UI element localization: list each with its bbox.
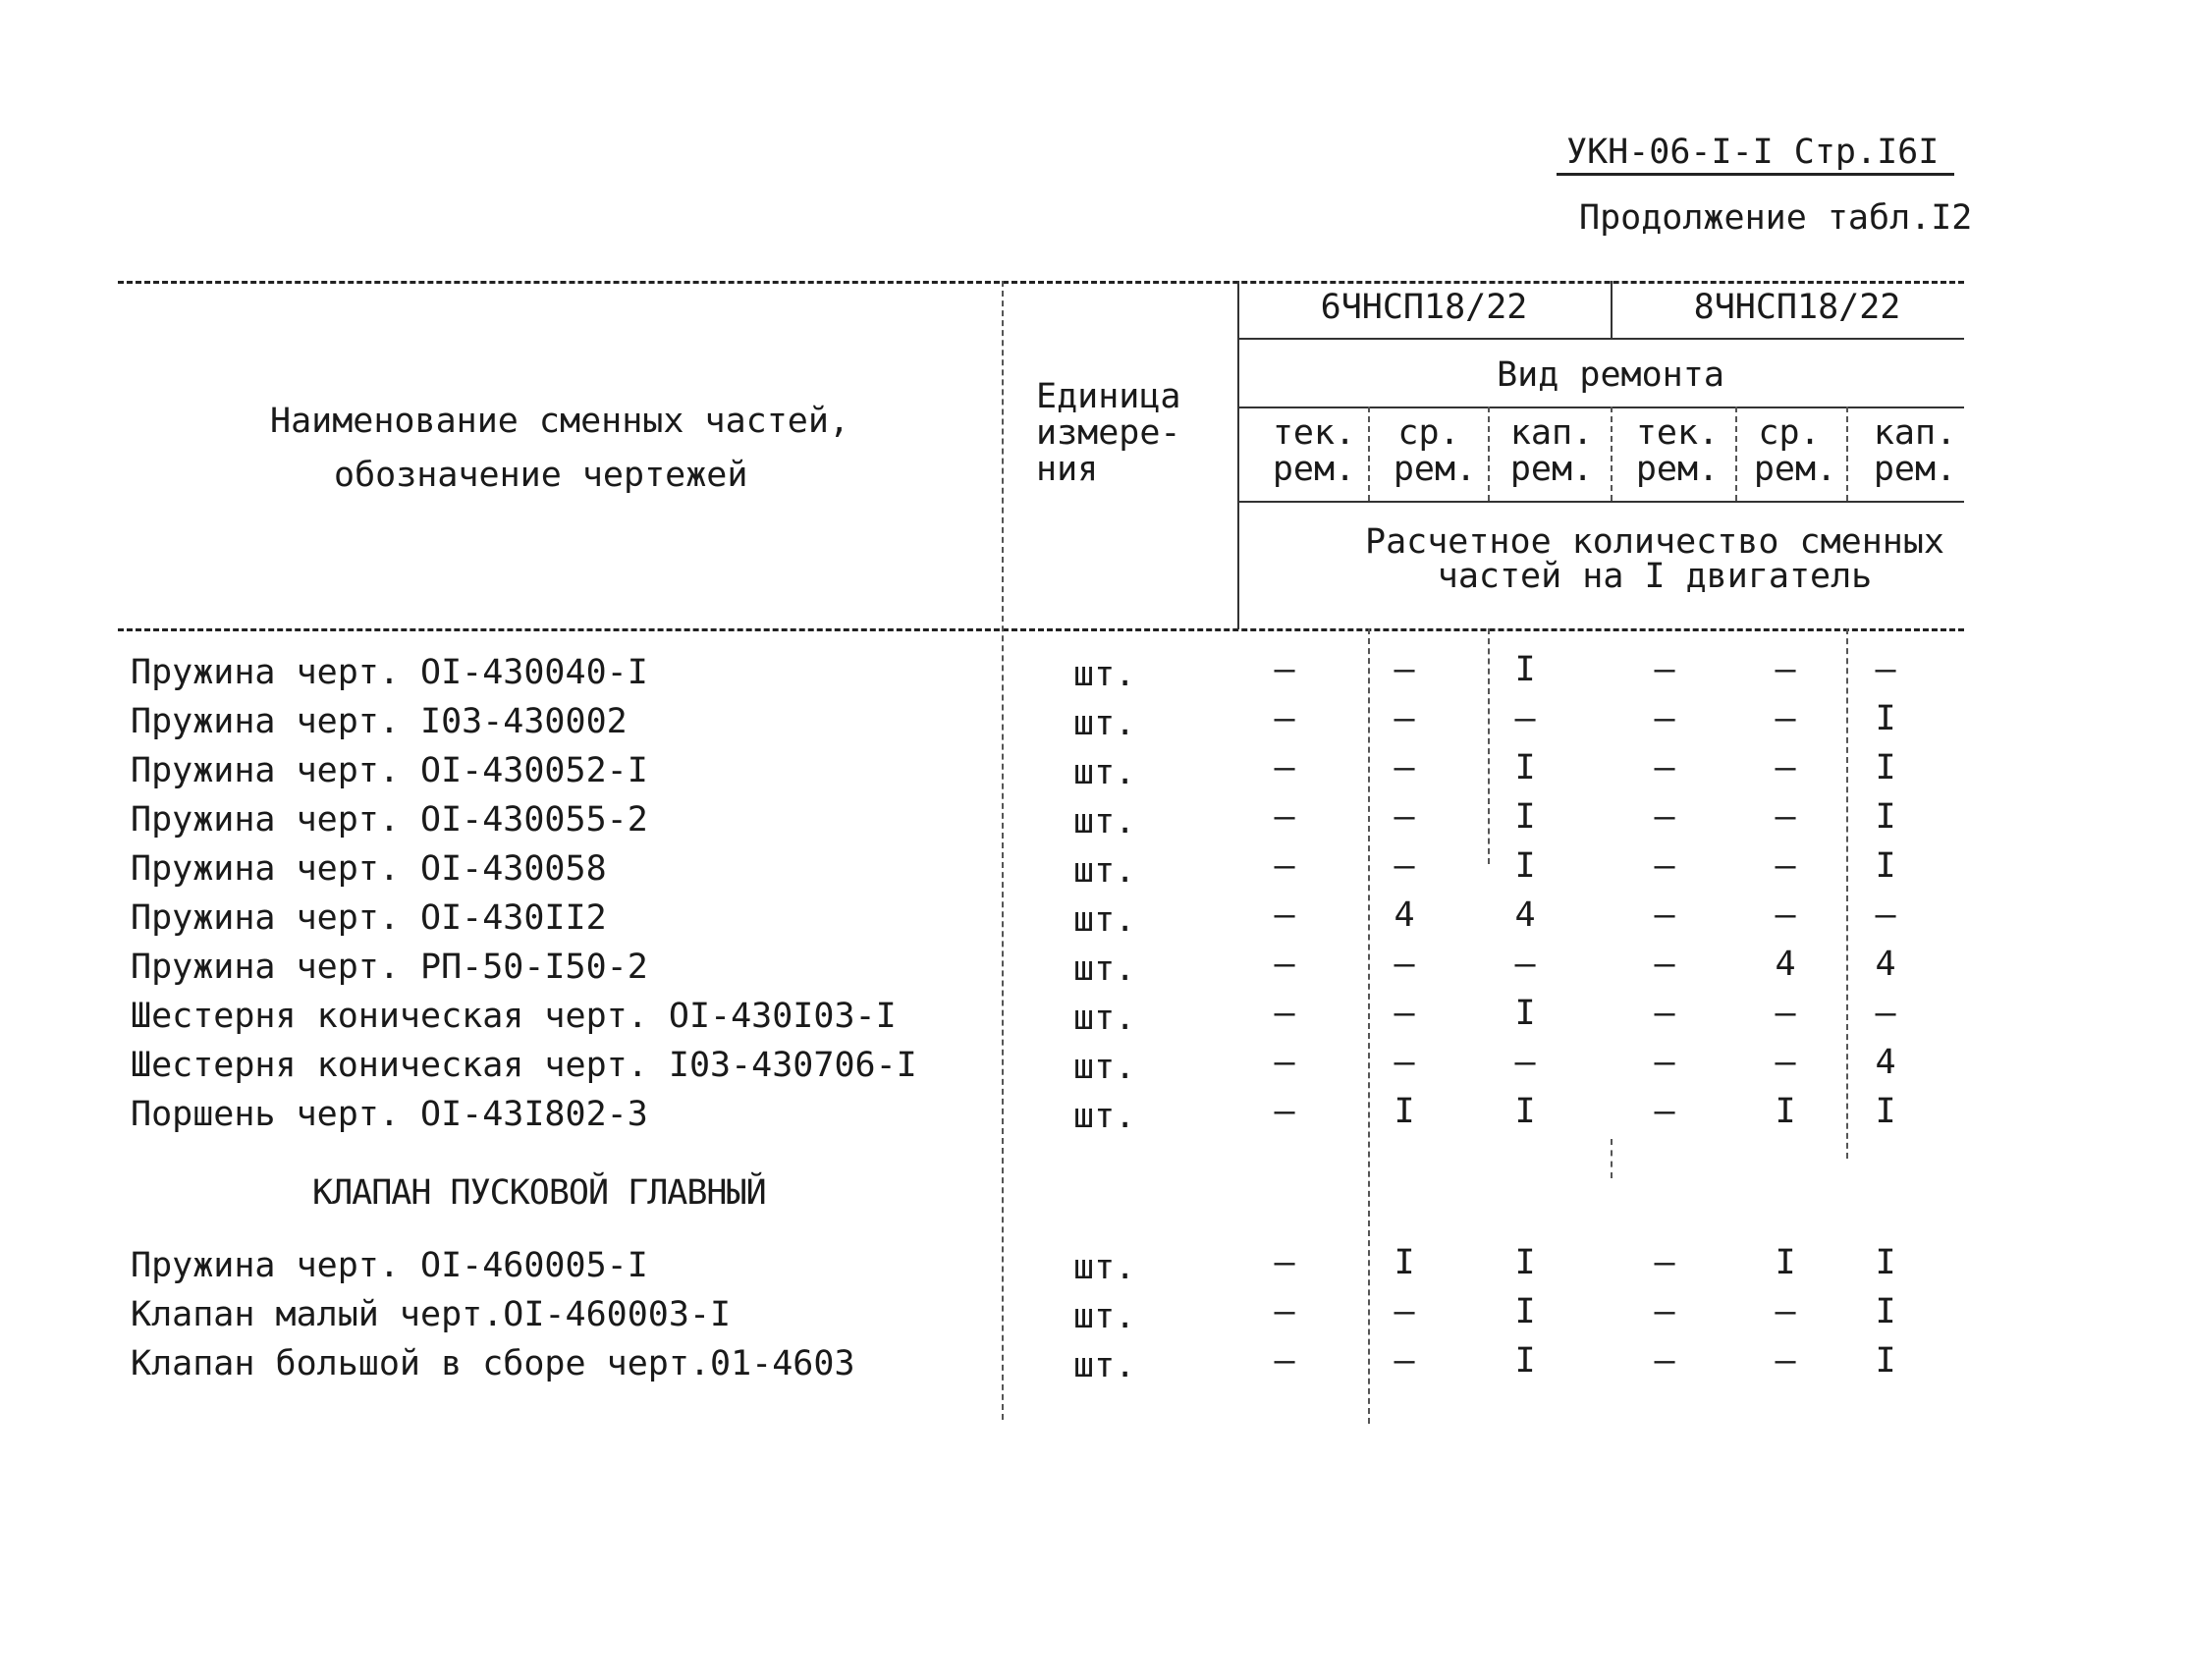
unit-cell: шт. — [1073, 900, 1136, 940]
quantity-cell: – — [1775, 1341, 1796, 1381]
quantity-cell: – — [1654, 895, 1675, 935]
repair-divider-3 — [1611, 406, 1613, 501]
repair-type-header: Вид ремонта — [1497, 355, 1724, 395]
quantity-cell: I — [1394, 1092, 1415, 1131]
quantity-cell: – — [1654, 994, 1675, 1033]
quantity-cell: I — [1875, 1292, 1896, 1331]
section-title: КЛАПАН ПУСКОВОЙ ГЛАВНЫЙ — [312, 1173, 766, 1213]
quantity-cell: I — [1514, 748, 1536, 787]
repair-col-1-b: рем. — [1272, 450, 1356, 489]
body-divider-3 — [1611, 1139, 1613, 1178]
quantity-cell: – — [1394, 846, 1415, 886]
unit-cell: шт. — [1073, 704, 1136, 743]
unit-cell: шт. — [1073, 655, 1136, 694]
unit-cell: шт. — [1073, 999, 1136, 1038]
quantity-header-line1: Расчетное количество сменных — [1364, 522, 1945, 562]
quantity-cell: – — [1394, 945, 1415, 984]
quantity-cell: – — [1654, 846, 1675, 886]
quantity-cell: I — [1394, 1243, 1415, 1282]
repair-col-4-a: тек. — [1635, 413, 1720, 453]
repair-divider-4 — [1735, 406, 1737, 501]
quantity-cell: – — [1875, 650, 1896, 689]
part-name: Пружина черт. РП-50-I50-2 — [131, 948, 648, 987]
unit-cell: шт. — [1073, 1097, 1136, 1136]
quantity-cell: I — [1514, 1243, 1536, 1282]
quantity-cell: – — [1654, 650, 1675, 689]
unit-cell: шт. — [1073, 851, 1136, 891]
repair-col-3-a: кап. — [1509, 413, 1594, 453]
engine-header-6: 6ЧНСП18/22 — [1320, 288, 1528, 327]
table-continuation-label: Продолжение табл.I2 — [1579, 198, 1973, 238]
body-divider-5 — [1846, 628, 1848, 1159]
quantity-cell: – — [1274, 748, 1295, 787]
quantity-cell: – — [1274, 945, 1295, 984]
repair-cols-rule — [1237, 501, 1964, 503]
quantity-cell: – — [1274, 1043, 1295, 1082]
part-name: Пружина черт. OI-460005-I — [131, 1246, 648, 1285]
quantity-cell: – — [1654, 1043, 1675, 1082]
unit-cell: шт. — [1073, 1346, 1136, 1385]
quantity-cell: I — [1514, 1292, 1536, 1331]
quantity-cell: – — [1394, 797, 1415, 837]
quantity-cell: 4 — [1514, 895, 1536, 935]
quantity-cell: – — [1775, 994, 1796, 1033]
document-reference: УКН-06-I-I Стр.I6I — [1566, 133, 1940, 172]
quantity-cell: – — [1775, 1292, 1796, 1331]
quantity-cell: – — [1274, 846, 1295, 886]
unit-cell: шт. — [1073, 802, 1136, 841]
quantity-cell: – — [1654, 1292, 1675, 1331]
quantity-cell: – — [1654, 748, 1675, 787]
quantity-cell: – — [1394, 1341, 1415, 1381]
part-name: Поршень черт. OI-43I802-3 — [131, 1095, 648, 1134]
unit-cell: шт. — [1073, 753, 1136, 792]
repair-col-6-a: кап. — [1873, 413, 1957, 453]
quantity-cell: I — [1775, 1092, 1796, 1131]
quantity-cell: I — [1875, 797, 1896, 837]
part-name: Шестерня коническая черт. I03-430706-I — [131, 1046, 917, 1085]
quantity-cell: 4 — [1875, 1043, 1896, 1082]
quantity-cell: I — [1514, 846, 1536, 886]
repair-col-2-a: ср. — [1397, 413, 1460, 453]
quantity-cell: – — [1274, 1092, 1295, 1131]
table-top-rule — [118, 281, 1964, 284]
quantity-cell: – — [1394, 1292, 1415, 1331]
quantity-cell: – — [1875, 994, 1896, 1033]
repair-col-2-b: рем. — [1393, 450, 1477, 489]
unit-column-header-line2: измере- — [1036, 413, 1181, 453]
quantity-cell: – — [1274, 895, 1295, 935]
quantity-cell: – — [1775, 797, 1796, 837]
quantity-cell: I — [1875, 1243, 1896, 1282]
repair-col-5-b: рем. — [1753, 450, 1837, 489]
quantity-cell: I — [1514, 797, 1536, 837]
quantity-cell: 4 — [1394, 895, 1415, 935]
quantity-cell: I — [1875, 1341, 1896, 1381]
quantity-cell: – — [1274, 994, 1295, 1033]
name-column-header-line1: Наименование сменных частей, — [270, 402, 850, 441]
part-name: Пружина черт. OI-430055-2 — [131, 800, 648, 840]
part-name: Клапан большой в сборе черт.01-4603 — [131, 1344, 855, 1383]
quantity-cell: 4 — [1875, 945, 1896, 984]
repair-col-4-b: рем. — [1635, 450, 1720, 489]
body-divider-1 — [1368, 628, 1370, 1424]
quantity-cell: – — [1274, 699, 1295, 738]
quantity-cell: – — [1394, 699, 1415, 738]
quantity-cell: – — [1394, 994, 1415, 1033]
quantity-cell: – — [1274, 797, 1295, 837]
quantity-cell: – — [1775, 895, 1796, 935]
engine-divider — [1611, 281, 1613, 338]
quantity-cell: I — [1514, 650, 1536, 689]
quantity-cell: I — [1775, 1243, 1796, 1282]
unit-cell: шт. — [1073, 1297, 1136, 1336]
quantity-cell: I — [1875, 748, 1896, 787]
engine-header-rule — [1237, 338, 1964, 340]
unit-column-header-line1: Единица — [1036, 377, 1181, 416]
repair-col-5-a: ср. — [1758, 413, 1821, 453]
quantity-cell: – — [1775, 748, 1796, 787]
part-name: Пружина черт. OI-430II2 — [131, 898, 607, 938]
quantity-cell: – — [1394, 748, 1415, 787]
unit-cell: шт. — [1073, 1248, 1136, 1287]
quantity-cell: – — [1654, 797, 1675, 837]
quantity-cell: – — [1654, 945, 1675, 984]
reference-underline — [1557, 173, 1954, 176]
quantity-cell: – — [1274, 1292, 1295, 1331]
unit-cell: шт. — [1073, 1048, 1136, 1087]
values-col-divider — [1237, 281, 1239, 629]
part-name: Пружина черт. OI-430040-I — [131, 653, 648, 692]
repair-type-rule — [1237, 406, 1964, 408]
part-name: Пружина черт. OI-430052-I — [131, 751, 648, 790]
quantity-cell: – — [1274, 1243, 1295, 1282]
quantity-cell: I — [1875, 1092, 1896, 1131]
quantity-cell: I — [1514, 1341, 1536, 1381]
part-name: Шестерня коническая черт. OI-430I03-I — [131, 997, 897, 1036]
quantity-cell: I — [1514, 1092, 1536, 1131]
quantity-cell: – — [1775, 846, 1796, 886]
quantity-cell: – — [1875, 895, 1896, 935]
part-name: Пружина черт. OI-430058 — [131, 849, 607, 889]
quantity-cell: – — [1274, 1341, 1295, 1381]
unit-column-header-line3: ния — [1036, 450, 1099, 489]
quantity-cell: – — [1775, 650, 1796, 689]
quantity-cell: – — [1775, 699, 1796, 738]
repair-col-6-b: рем. — [1873, 450, 1957, 489]
quantity-cell: – — [1514, 1043, 1536, 1082]
engine-header-8: 8ЧНСП18/22 — [1693, 288, 1901, 327]
repair-divider-2 — [1488, 406, 1490, 501]
part-name: Пружина черт. I03-430002 — [131, 702, 628, 741]
repair-divider-1 — [1368, 406, 1370, 501]
quantity-cell: – — [1274, 650, 1295, 689]
quantity-cell: 4 — [1775, 945, 1796, 984]
quantity-cell: – — [1654, 699, 1675, 738]
quantity-cell: – — [1654, 1341, 1675, 1381]
quantity-cell: I — [1875, 699, 1896, 738]
repair-col-1-a: тек. — [1272, 413, 1356, 453]
repair-divider-5 — [1846, 406, 1848, 501]
quantity-cell: – — [1514, 945, 1536, 984]
name-column-header-line2: обозначение чертежей — [334, 456, 748, 495]
quantity-header-line2: частей на I двигатель — [1437, 557, 1873, 596]
body-divider-2 — [1488, 628, 1490, 864]
quantity-cell: – — [1654, 1092, 1675, 1131]
quantity-cell: – — [1394, 650, 1415, 689]
quantity-cell: – — [1394, 1043, 1415, 1082]
part-name: Клапан малый черт.OI-460003-I — [131, 1295, 732, 1334]
repair-col-3-b: рем. — [1509, 450, 1594, 489]
quantity-cell: – — [1514, 699, 1536, 738]
unit-cell: шт. — [1073, 949, 1136, 989]
quantity-cell: I — [1875, 846, 1896, 886]
quantity-cell: – — [1775, 1043, 1796, 1082]
quantity-cell: – — [1654, 1243, 1675, 1282]
unit-col-divider — [1002, 281, 1004, 1420]
header-bottom-rule — [118, 628, 1964, 631]
quantity-cell: I — [1514, 994, 1536, 1033]
